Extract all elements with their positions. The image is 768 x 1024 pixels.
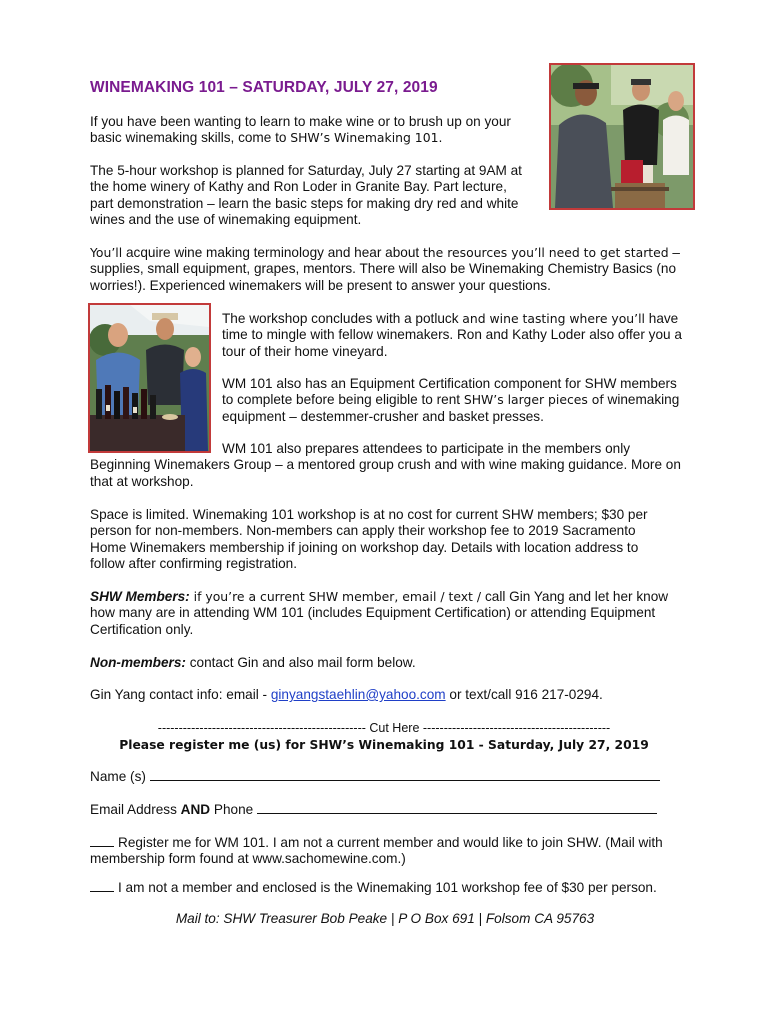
nonmembers-label: Non-members: [90, 655, 186, 670]
contact-prefix: Gin Yang contact info: email - [90, 687, 271, 702]
email-label: Email Address [90, 802, 181, 817]
option1-text: Register me for WM 101. I am not a current member and would like to join SHW. (Mail with membership form found at www.sachomewine.com.) [90, 835, 663, 867]
page-title: WINEMAKING 101 – SATURDAY, JULY 27, 2019 [90, 79, 438, 96]
winemaking-demo-illustration [551, 65, 693, 208]
name-blank-line[interactable] [150, 768, 660, 781]
phone-label: Phone [210, 802, 257, 817]
email-phone-blank-line[interactable] [257, 801, 657, 814]
equipment-paragraph [222, 376, 682, 425]
option1-checkbox-line[interactable] [90, 834, 114, 847]
name-field[interactable] [90, 768, 680, 785]
equipment-text: WM 101 also has an Equipment Certification component for SHW members to complete before being eligible to rent [222, 376, 677, 408]
beginning-group-paragraph: WM 101 also prepares attendees to participate in the members only Beginning Winemakers Group – a mentored group crush and with wine making guidance. More on that at workshop. [90, 441, 681, 489]
contact-phone: or text/call 916 217-0294. [445, 687, 603, 702]
terminology-rest: – supplies, small equipment, grapes, mentors. There will also be Winemaking Chemistry Basics (no worries!). Experienced winemakers will be present to answer your questions. [90, 245, 680, 293]
contact-email-link[interactable]: ginyangstaehlin@yahoo.com [270, 687, 446, 702]
intro-paragraph [90, 114, 530, 147]
potluck-rest: have time to mingle with fellow winemakers. Ron and Kathy Loder also offer you a tour of their home vineyard. [222, 311, 682, 359]
intro-text: If you have been wanting to learn to make wine or to brush up on your basic winemaking skills, come to [90, 114, 511, 146]
potluck-tasting: and wine tasting where you’ll [462, 311, 645, 326]
option2-checkbox-line[interactable] [90, 879, 114, 892]
registration-heading: Please register me (us) for SHW’s Winemaking 101 - Saturday, July 27, 2019 [119, 738, 649, 752]
cut-here-divider: -------------------------------------------------- Cut Here --------------------------------------------- [157, 721, 611, 735]
contact-paragraph [90, 687, 686, 703]
equipment-pieces: SHW’s larger pieces of [463, 392, 604, 408]
space-limited-paragraph: Space is limited. Winemaking 101 workshop is at no cost for current SHW members; $30 per person for non-members. Non-members can apply their workshop fee to 2019 Sacramento Home Winemakers membership if joining on workshop day. Details with location address to follow after confirming registration. [90, 507, 648, 572]
terminology-lead: You’ll [90, 245, 123, 260]
intro-event-name: SHW’s Winemaking 101. [290, 130, 443, 146]
potluck-paragraph [222, 311, 682, 360]
wine-tasting-illustration [90, 305, 209, 451]
members-paragraph [90, 589, 686, 638]
and-label: AND [180, 802, 211, 817]
wine-tasting-photo [88, 303, 211, 453]
option-register-join [90, 834, 686, 868]
equipment-rest: winemaking equipment – destemmer-crusher and basket presses. [222, 392, 680, 424]
potluck-text: The workshop concludes with a potluck [222, 311, 463, 326]
terminology-resources: the resources you’ll need to get started [422, 245, 669, 260]
name-label: Name (s) [90, 769, 150, 784]
terminology-text: acquire wine making terminology and hear about [122, 245, 423, 260]
winemaking-demo-photo [549, 63, 695, 210]
members-label: SHW Members: [90, 589, 190, 604]
nonmembers-text: contact Gin and also mail form below. [185, 655, 416, 670]
option-pay-fee [90, 879, 686, 896]
members-rest: call Gin Yang and let her know how many are in attending WM 101 (includes Equipment Certification) or attending Equipment Certification only. [90, 589, 669, 637]
workshop-paragraph: The 5-hour workshop is planned for Saturday, July 27 starting at 9AM at the home winery of Kathy and Ron Loder in Granite Bay. Part lecture, part demonstration – learn the basic steps for making dry red and white wines and the use of winemaking equipment. [90, 163, 522, 228]
email-phone-field[interactable] [90, 801, 680, 818]
members-text: if you’re a current SHW member, email / text / [189, 589, 485, 604]
terminology-paragraph [90, 245, 686, 294]
option2-text: I am not a member and enclosed is the Winemaking 101 workshop fee of $30 per person. [118, 880, 657, 895]
nonmembers-paragraph [90, 655, 686, 671]
mail-to-line: Mail to: SHW Treasurer Bob Peake | P O Box 691 | Folsom CA 95763 [175, 911, 595, 926]
